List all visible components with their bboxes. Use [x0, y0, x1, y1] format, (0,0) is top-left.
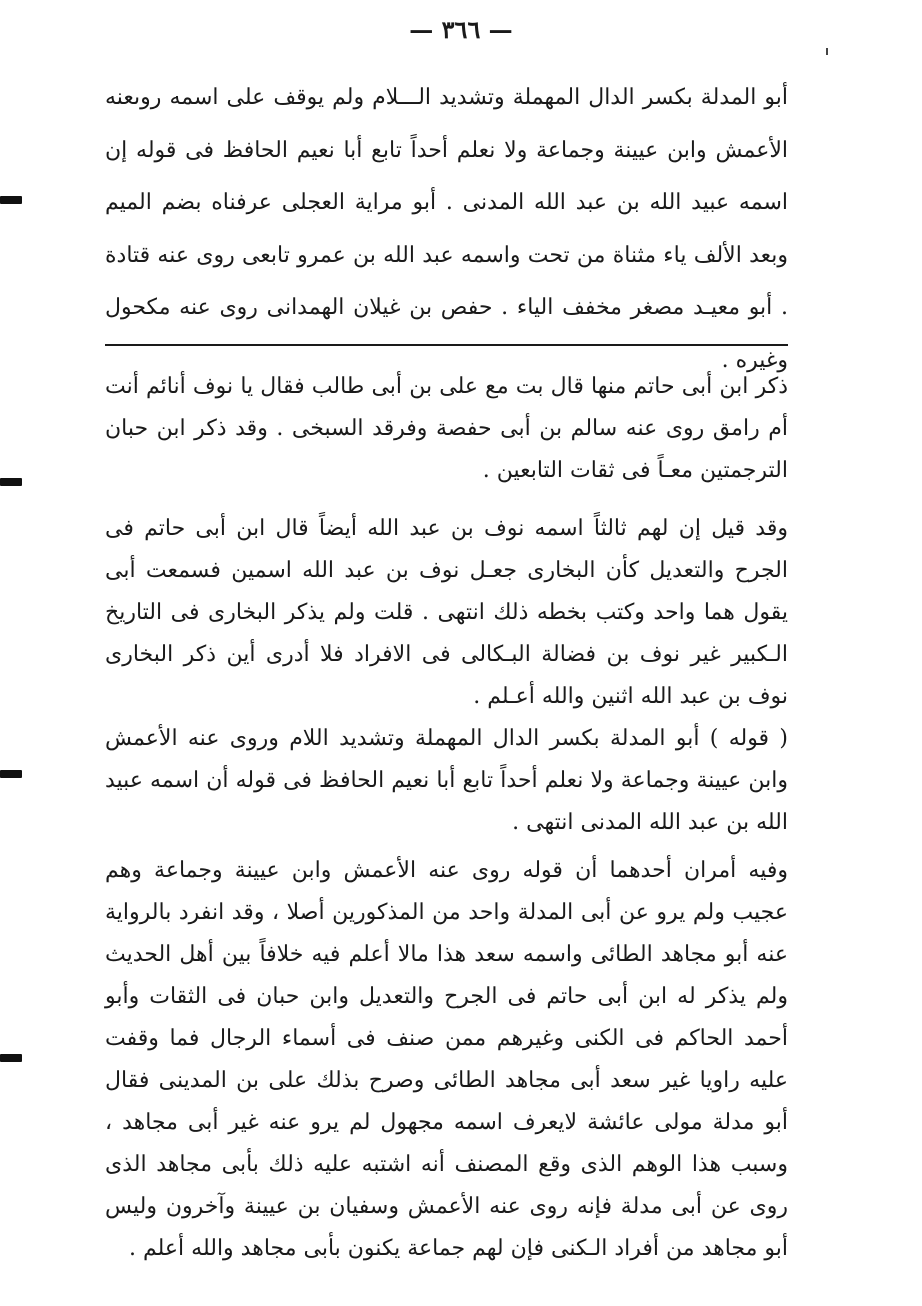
note-block-3 [105, 718, 788, 844]
scan-margin-mark-1 [0, 196, 22, 204]
note-paragraph-4: وفيه أمران أحدهما أن قوله روى عنه الأعمش وابن عيينة وجماعة وهم عجيب ولم يرو عن أبى المدلة واحد من المذكورين أصلا ، وقد انفرد بالرواية عنه أبو مجاهد الطائى واسمه سعد هذا مالا أعلم فيه خلافاً بين أهل الحديث ولم يذكر له ابن أبى حاتم فى الجرح والتعديل وابن حبان فى الثقات وأبو أحمد الحاكم فى الكنى وغيرهم ممن صنف فى أسماء الرجال فما وقفت عليه راويا غير سعد أبى مجاهد الطائى وصرح بذلك على بن المدينى فقال أبو مدلة مولى عائشة لايعرف اسمه مجهول لم يرو عنه غير أبى مجاهد ، وسبب هذا الوهم الذى وقع المصنف أنه اشتبه عليه ذلك بأبى مجاهد الذى روى عن أبى مدلة فإنه روى عنه الأعمش وسفيان بن عيينة وآخرون وليس أبو مجاهد من أفراد الـكنى فإن لهم جماعة يكنون بأبى مجاهد والله أعلم . [105, 858, 788, 1261]
note-paragraph-3: ( قوله ) أبو المدلة بكسر الدال المهملة وتشديد اللام وروى عنه الأعمش وابن عيينة وجماعة ولا نعلم أحداً تابع أبا نعيم الحافظ فى قوله أن اسمه عبيد الله بن عبد الله المدنى انتهى . [105, 726, 788, 835]
scan-margin-mark-2 [0, 478, 22, 486]
page-number: — ٣٦٦ — [409, 15, 513, 44]
main-text-block [105, 72, 788, 387]
note-paragraph-1: ذكر ابن أبى حاتم منها قال بت مع على بن أبى طالب فقال يا نوف أنائم أنت أم رامق روى عنه سالم بن أبى حفصة وفرقد السبخى . وقد ذكر ابن حبان الترجمتين معـاً فى ثقات التابعين . [105, 374, 788, 483]
note-paragraph-2: وقد قيل إن لهم ثالثاً اسمه نوف بن عبد الله أيضاً قال ابن أبى حاتم فى الجرح والتعديل كأن البخارى جعـل نوف بن عبد الله اسمين فسمعت أبى يقول هما واحد وكتب بخطه ذلك انتهى . قلت ولم يذكر البخارى فى التاريخ الـكبير غير نوف بن فضالة البـكالى فى الافراد فلا أدرى أين ذكر البخارى نوف بن عبد الله اثنين والله أعـلم . [105, 516, 788, 709]
note-block-2 [105, 508, 788, 718]
main-paragraph: أبو المدلة بكسر الدال المهملة وتشديد الـــلام ولم يوقف على اسمه روىعنه الأعمش وابن عيينة وجماعة ولا نعلم أحداً تابع أبا نعيم الحافظ فى قوله إن اسمه عبيد الله بن عبد الله المدنى . أبو مراية العجلى عرفناه بضم الميم وبعد الألف ياء مثناة من تحت واسمه عبد الله بن عمرو تابعى روى عنه قتادة . أبو معيـد مصغر مخفف الياء . حفص بن غيلان الهمدانى روى عنه مكحول وغيره . [105, 85, 788, 373]
scan-margin-mark-4 [0, 1054, 22, 1062]
note-block-1 [105, 366, 788, 492]
margin-tick [826, 48, 828, 55]
note-block-4 [105, 850, 788, 1270]
scan-margin-mark-3 [0, 770, 22, 778]
footnote-divider [105, 344, 788, 346]
